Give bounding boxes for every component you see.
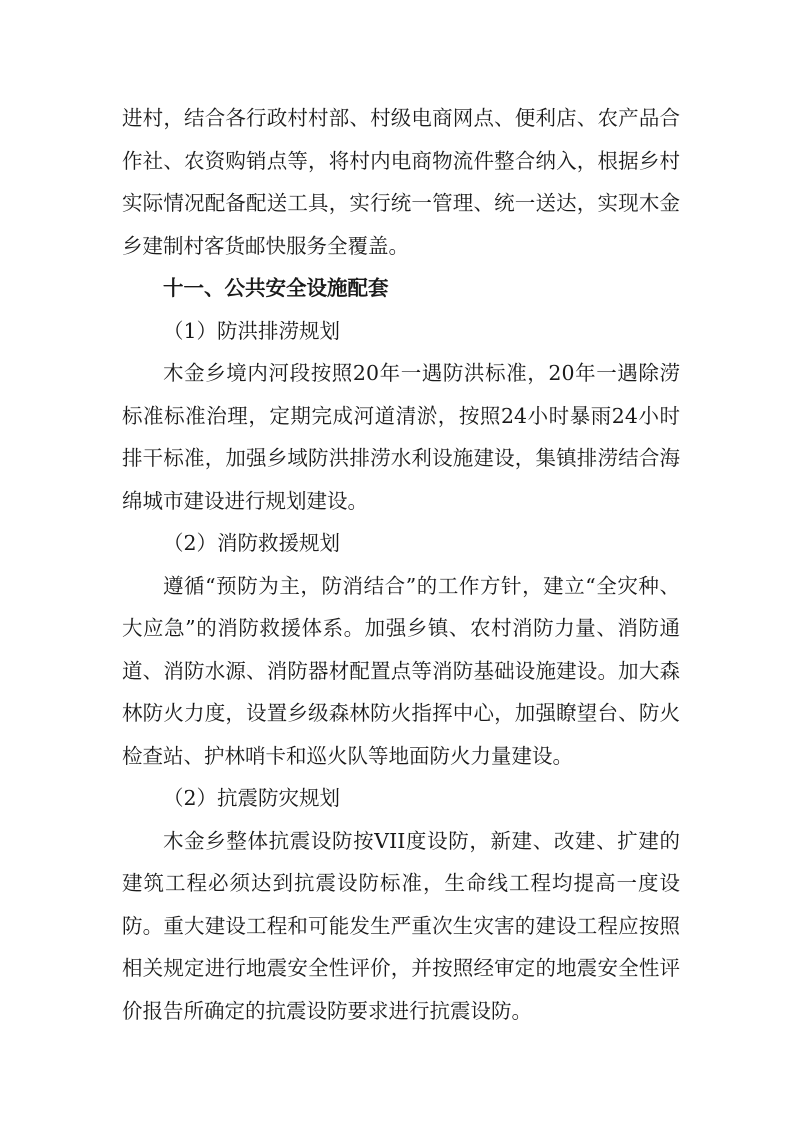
section-heading-public-safety: 十一、公共安全设施配套 <box>163 276 389 300</box>
subsection-title-flood-control: （1）防洪排涝规划 <box>163 318 341 343</box>
earthquake-paragraph: 木金乡整体抗震设防按VII度设防，新建、改建、扩建的建筑工程必须达到抗震设防标准，生命线工程均提高一度设防。重大建设工程和可能发生严重次生灾害的建设工程应按照相关规定进行地震安全性评价，并按照经审定的地震安全性评价报告所确定的抗震设防要求进行抗震设防。 <box>122 828 680 1023</box>
subsection-title-fire-rescue: （2）消防救援规划 <box>163 531 341 555</box>
flood-control-paragraph: 木金乡境内河段按照20年一遇防洪标准，20年一遇除涝标准标准治理，定期完成河道清淤，按照24小时暴雨24小时排干标准，加强乡域防洪排涝水利设施建设，集镇排涝结合海绵城市建设进行规划建设。 <box>122 361 680 513</box>
subsection-title-earthquake: （2）抗震防灾规划 <box>163 786 341 810</box>
document-body <box>122 97 680 1032</box>
intro-paragraph: 进村，结合各行政村村部、村级电商网点、便利店、农产品合作社、农资购销点等，将村内电商物流件整合纳入，根据乡村实际情况配备配送工具，实行统一管理、统一送达，实现木金乡建制村客货邮快服务全覆盖。 <box>122 106 680 258</box>
fire-rescue-paragraph: 遵循“预防为主，防消结合”的工作方针，建立“全灾种、大应急”的消防救援体系。加强乡镇、农村消防力量、消防通道、消防水源、消防器材配置点等消防基础设施建设。加大森林防火力度，设置乡级森林防火指挥中心，加强瞭望台、防火检查站、护林哨卡和巡火队等地面防火力量建设。 <box>122 573 680 768</box>
